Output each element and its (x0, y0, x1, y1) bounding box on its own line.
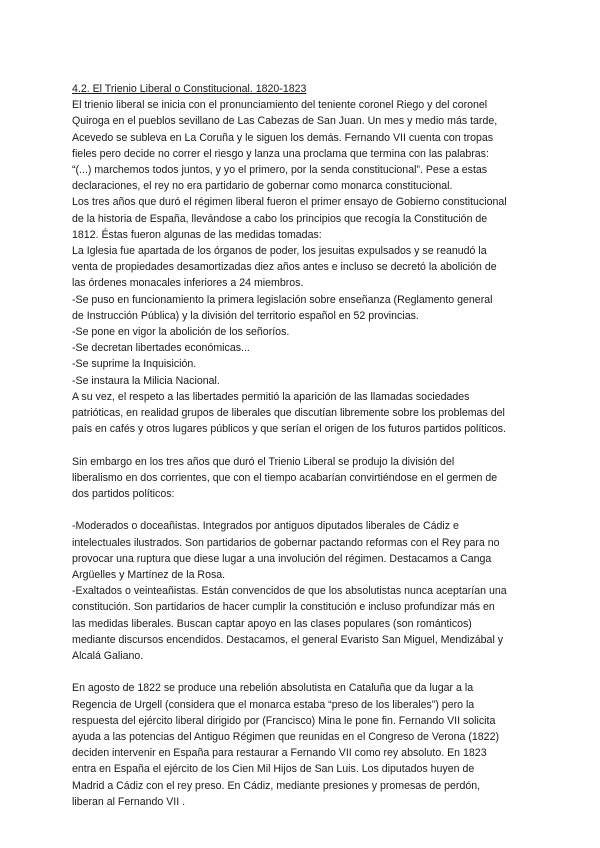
list-item: -Se decretan libertades económicas... (72, 342, 250, 355)
list-item: -Se pone en vigor la abolición de los señoríos. (72, 326, 290, 339)
list-item: -Se suprime la Inquisición. (72, 358, 197, 371)
paragraph-gap (72, 502, 534, 518)
text-line: de Instrucción Pública) y la división del territorio español en 52 provincias. (72, 309, 419, 322)
text-line: venta de propiedades desamortizadas diez años antes e incluso se decretó la abolición de (72, 261, 497, 274)
text-line: entra en España el ejército de los Cien Mil Hijos de San Luis. Los diputados huyen de (72, 763, 475, 776)
currents-paragraph (72, 518, 534, 664)
text-line: fieles pero decide no correr el riesgo y lanza una proclama que termina con las palabras: (72, 147, 489, 160)
text-line: respuesta del ejército liberal dirigido por (Francisco) Mina le pone fin. Fernando VII solicita (72, 714, 496, 727)
text-line: provocar una ruptura que diese lugar a una involución del régimen. Destacamos a Canga (72, 552, 492, 565)
text-line: deciden intervenir en España para restaurar a Fernando VII como rey absoluto. En 1823 (72, 747, 487, 760)
text-line: Sin embargo en los tres años que duró el Trienio Liberal se produjo la división del (72, 455, 455, 468)
list-item: -Se instaura la Milicia Nacional. (72, 374, 220, 387)
text-line: Quiroga en el pueblos sevillano de Las Cabezas de San Juan. Un mes y medio más tarde, (72, 115, 498, 128)
ending-paragraph (72, 680, 534, 810)
text-line: El trienio liberal se inicia con el pronunciamiento del teniente coronel Riego y del coronel (72, 99, 488, 112)
section-heading: 4.2. El Trienio Liberal o Constitucional. 1820-1823 (72, 83, 307, 95)
text-line: país en cafés y otros lugares públicos y que serían el origen de los futuros partidos políticos. (72, 423, 506, 436)
text-line: de la historia de España, llevándose a cabo los principios que recogía la Constitución de (72, 212, 488, 225)
text-line: Los tres años que duró el régimen liberal fueron el primer ensayo de Gobierno constitucional (72, 196, 507, 209)
text-line: intelectuales ilustrados. Son partidarios de gobernar pactando reformas con el Rey para no (72, 536, 500, 549)
text-line: Regencia de Urgell (considera que el monarca estaba “preso de los liberales”) pero la (72, 698, 475, 711)
paragraph-gap (72, 664, 534, 680)
text-line: patrióticas, en realidad grupos de liberales que discutían libremente sobre los problemas del (72, 407, 505, 420)
text-line: liberalismo en dos corrientes, que con el tiempo acabarían convirtiéndose en el germen de (72, 471, 498, 484)
text-line: A su vez, el respeto a las libertades permitió la aparición de las llamadas sociedades (72, 390, 470, 403)
list-item: -Se puso en funcionamiento la primera legislación sobre enseñanza (Reglamento general (72, 293, 493, 306)
division-paragraph (72, 454, 534, 503)
paragraph-gap (72, 437, 534, 453)
text-line: Acevedo se subleva en La Coruña y le siguen los demás. Fernando VII cuenta con tropas (72, 131, 494, 144)
text-line: Argüelles y Martínez de la Rosa. (72, 569, 226, 582)
list-item: -Exaltados o veinteañistas. Están convencidos de que los absolutistas nunca aceptarían una (72, 585, 507, 598)
text-line: declaraciones, el rey no era partidario de gobernar como monarca constitucional. (72, 180, 453, 193)
list-item: -Moderados o doceañistas. Integrados por antiguos diputados liberales de Cádiz e (72, 520, 459, 533)
text-line: “(...) marchemos todos juntos, y yo el primero, por la senda constitucional”. Pese a estas (72, 164, 488, 177)
text-line: dos partidos políticos: (72, 488, 175, 501)
text-line: 1812. Éstas fueron algunas de las medidas tomadas: (72, 228, 322, 241)
text-line: Alcalá Galiano. (72, 650, 144, 663)
text-line: ayuda a las potencias del Antiguo Régimen que reunidas en el Congreso de Verona (1822) (72, 731, 499, 744)
text-line: Madrid a Cádiz con el rey preso. En Cádiz, mediante presiones y promesas de perdón, (72, 779, 481, 792)
text-line: las órdenes monacales inferiores a 24 miembros. (72, 277, 304, 290)
intro-paragraph (72, 97, 534, 437)
text-line: La Iglesia fue apartada de los órganos de poder, los jesuitas expulsados y se reanudó la (72, 245, 487, 258)
text-line: liberan al Fernando VII . (72, 795, 186, 808)
text-line: mediante discursos encendidos. Destacamos, el general Evaristo San Miguel, Mendizábal y (72, 633, 504, 646)
document-page (72, 81, 534, 810)
text-line: En agosto de 1822 se produce una rebelión absolutista en Cataluña que da lugar a la (72, 682, 474, 695)
text-line: constitución. Son partidarios de hacer cumplir la constitución e incluso profundizar más en (72, 601, 495, 614)
text-line: las medidas liberales. Buscan captar apoyo en las clases populares (son románticos) (72, 617, 472, 630)
